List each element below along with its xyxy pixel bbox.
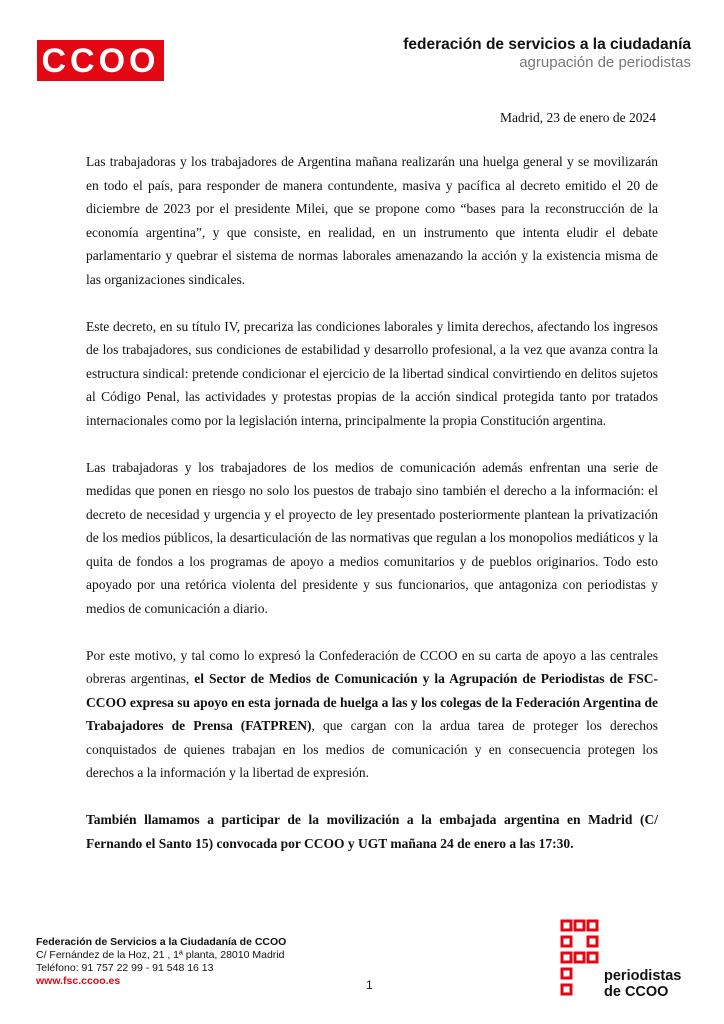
group-subtitle: agrupación de periodistas (519, 54, 691, 71)
logo-periodistas-text: periodistas (604, 968, 682, 984)
footer-phone: Teléfono: 91 757 22 99 - 91 548 16 13 (36, 962, 214, 974)
logo-de-ccoo-text: de CCOO (604, 984, 669, 1000)
paragraph-4 (86, 644, 658, 785)
logo-squares-icon (560, 918, 600, 998)
paragraph-4-end: , que cargan con la ardua tarea de proteger los derechos conquistados de quienes trabajan en los medios de comunicación y en consecuencia protegen los derechos a la información y la libertad de expresión. (86, 718, 658, 780)
paragraph-4-start: Por este motivo, y tal como lo expresó la Confederación de CCOO en su carta de apoyo a las centrales obreras argentinas, (86, 647, 658, 686)
footer-title: Federación de Servicios a la Ciudadanía de CCOO (36, 936, 287, 948)
footer-address: C/ Fernández de la Hoz, 21 , 1ª planta, 28010 Madrid (36, 949, 285, 961)
document-date: Madrid, 23 de enero de 2024 (500, 110, 656, 125)
header-titles (403, 36, 691, 72)
paragraph-3: Las trabajadoras y los trabajadores de los medios de comunicación además enfrentan una serie de medidas que ponen en riesgo no solo los puestos de trabajo sino también el derecho a la información: el decreto de necesidad y urgencia y el proyecto de ley presentado posteriormente plantean la privatización de los medios públicos, la desarticulación de las normativas que regulan a los monopolios mediáticos y la quita de fondos a los programas de apoyo a medios comunitarios y de pueblos originarios. Todo esto apoyado por una retórica violenta del presidente y sus funcionarios, que antagoniza con periodistas y medios de comunicación a diario. (86, 459, 658, 616)
footer-website-link[interactable]: www.fsc.ccoo.es (36, 975, 121, 987)
ccoo-logo (37, 40, 164, 81)
paragraph-5-bold: También llamamos a participar de la movilización a la embajada argentina en Madrid (C/ Fernando el Santo 15) convocada por CCOO y UGT mañana 24 de enero a las 17:30. (86, 812, 658, 851)
footer-contact (36, 936, 286, 988)
document-body (86, 150, 658, 879)
periodistas-ccoo-logo (560, 918, 690, 1004)
federation-title: federación de servicios a la ciudadanía (403, 36, 691, 53)
page-number: 1 (366, 978, 373, 992)
paragraph-5 (86, 808, 658, 855)
logo-text: CCOO (41, 41, 160, 80)
paragraph-2: Este decreto, en su título IV, precariza las condiciones laborales y limita derechos, afectando los ingresos de los trabajadores, sus condiciones de estabilidad y desarrollo profesional, a la vez que avanza contra la estructura sindical: pretende condicionar el ejercicio de la libertad sindical convirtiendo en delitos sujetos al Código Penal, las actividades y protestas propias de la acción sindical protegida tanto por tratados internacionales como por la legislación interna, principalmente la propia Constitución argentina. (86, 318, 658, 428)
paragraph-4-bold: el Sector de Medios de Comunicación y la Agrupación de Periodistas de FSC-CCOO expresa su apoyo en esta jornada de huelga a las y los colegas de la Federación Argentina de Trabajadores de Prensa (FATPREN) (86, 671, 658, 733)
paragraph-1: Las trabajadoras y los trabajadores de Argentina mañana realizarán una huelga general y se movilizarán en todo el país, para responder de manera contundente, masiva y pacífica al decreto emitido el 20 de diciembre de 2023 por el presidente Milei, que se propone como “bases para la reconstrucción de la economía argentina”, y que consiste, en realidad, en un instrumento que intenta eludir el debate parlamentario y quebrar el sistema de normas laborales amenazando la acción y la existencia misma de las organizaciones sindicales. (86, 154, 658, 287)
